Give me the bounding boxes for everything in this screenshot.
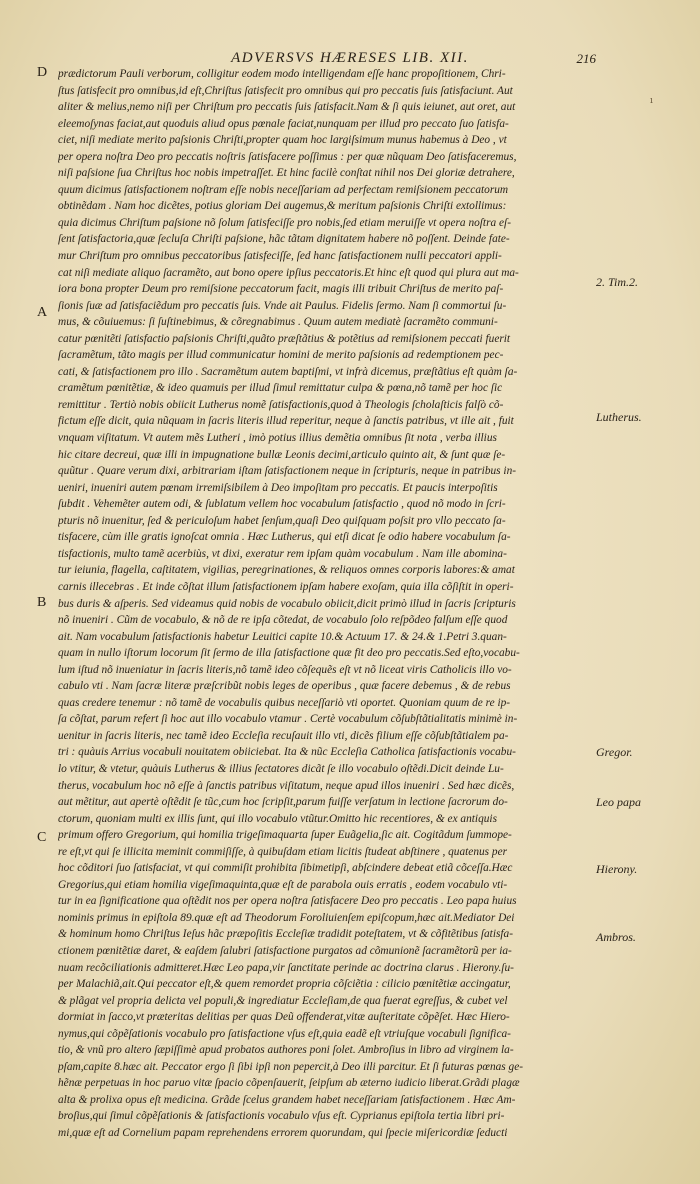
text-line: hẽnæ perpetuas in hoc paruo vitæ ſpacio cõpenſauerit, ſeipſum ab æterno iudicio liberat.Grãdi plagæ [58,1077,520,1090]
text-line: pſam,capite 8.hæc ait. Peccator ergo ſi ſibi ipſi non pepercit,à Deo illi parcitur. Et ſi futuras pœnas ge- [58,1060,524,1073]
text-line: quam in nullo iſtorum locorum ſit ſermo de illa ſatisfactione quæ fit deo pro peccatis.Sed eſto,vocabu- [58,647,520,660]
text-line: ciet, niſi mediate merito paſsionis Chriſti,propter quam hoc largiſsimum munus habemus à Deo , vt [58,134,507,147]
text-line: nominis primus in epiſtola 89.quæ eſt ad Theodorum Foroliuienſem epiſcopum,hæc ait.Mediator Dei [58,911,515,924]
text-line: tri : quàuis Arrius vocabuli nouitatem obiiciebat. Ita & nũc Eccleſia Catholica ſatisfactionis vocabu- [58,746,516,759]
text-line: remittitur . Tertiò nobis obiicit Lutherus nomẽ ſatisfactionis,quod à Theologis ſcholaſticis falſò cõ- [58,398,504,411]
text-line: cat niſi mediate aliquo ſacramẽto, aut bono opere ipſius peccatoris.Et hinc eſt quod qui plura aut ma- [58,266,519,279]
text-line: cabulo vti . Nam ſacræ literæ præſcribũt nobis leges de operibus , quæ facere debemus , & de rebus [58,680,511,693]
text-line: cramẽtum pœnitẽtiæ, & ideo quamuis per illud ſimul remittatur culpa & pœna,nõ tamẽ per hoc ſic [58,382,503,395]
text-line: ctionem pœnitẽtiæ daret, & eaſdem ſalubri ſatisfactione purgatos ad cõmunionẽ ſacramẽtorũ per ia- [58,944,512,957]
text-line: nymus,qui cõpẽſationis vocabulo pro ſatisfactione vſus eſt,quia eadẽ eſt vtriuſque vocabuli ſignifica- [58,1027,511,1040]
text-line: iora bona propter Deum pro remiſsione peccatorum facit, magis illi tribuit Chriſtus de merito paſ- [58,283,504,296]
text-line: tisfactionis, multo tamẽ acerbiùs, vt dixi, exeratur rem ipſam quàm vocabulum . Nam ille abomina- [58,547,507,560]
running-head: ADVERSVS HÆRESES LIB. XII. [231,50,469,66]
text-line: cati, & ſatisfactionem pro illo . Sacramẽtum autem baptiſmi, vt infrà dicemus, præſtãtius eſt quàm ſa- [58,365,518,378]
text-line: tio, & vnũ pro altero ſæpiſſimè apud probatos authores poni ſolet. Ambroſius in libro ad virginem la- [58,1044,514,1057]
text-line: per opera noſtra Deo pro peccatis noſtris ſatisfacere poſſimus : per quæ nũquam Deo ſatisfaceremus, [58,150,517,163]
margin-note-ambros: Ambros. [596,930,636,944]
text-line: broſius,qui ſimul cõpẽſationis & ſatisfactionis vocabulo vſus eſt. Cyprianus epiſtola tertia libri pri- [58,1110,505,1123]
text-line: obtinẽdam . Nam hoc dicẽtes, potius gloriam Dei augemus,& meritum paſsionis Chriſti extollimus: [58,200,507,213]
gutter-letter-d: D [37,65,48,80]
text-line: per Malachiã,ait.Qui peccator eſt,& quem remordet propria cõſciẽtia : cilicio pœnitẽtiæ accingatur, [58,978,511,991]
margin-note-leo: Leo papa [596,795,641,809]
text-line: ſionis ſuæ ad ſatisfaciẽdum pro peccatis ſuis. Vnde ait Paulus. Fidelis ſermo. Nam ſi commortui ſu- [58,299,507,312]
margin-mark-icon: ı [650,96,653,106]
text-line: mus, & cõuiuemus: ſi ſuſtinebimus, & cõregnabimus . Quum autem mediatè ſacramẽto communi- [58,316,498,329]
text-line: ueniri, inueniri autem pœnam irremiſsibilem à Deo impoſitam pro peccatis. Et paucis interpoſitis [58,481,498,494]
margin-note-hierony: Hierony. [596,862,638,876]
text-line: quas credere tenemur : nõ tamẽ de vocabulis quibus neceſſariò vti oportet. Quoniam quum de re ip- [58,696,511,709]
text-line: vnquam viſitatum. Vt autem mẽs Lutheri , imò potius illius demẽtia omnibus ſit nota , verba illius [58,432,497,445]
text-line: quum dicimus ſatisfactionem noſtram eſſe nobis neceſſariam ad perfectam remiſsionem peccatorum [58,183,509,196]
text-line: bus duris & aſperis. Sed videamus quid nobis de vocabulo obiicit,dicit primò illud in ſacris ſcripturis [58,597,516,610]
text-line: therus, vocabulum hoc nõ eſſe à ſanctis patribus viſitatum, neque apud illos inueniri . Sed hæc dicẽs, [58,779,515,792]
text-line: aliter & melius,nemo niſi per Chriſtum pro peccatis ſuis ſatisfacit.Nam & ſi quis ieiunet, aut oret, aut [58,101,516,114]
text-line: dormiat in ſacco,vt præteritas delitias per quas Deũ offenderat,vitæ auſteritate cõpẽſet. Hæc Hiero- [58,1011,510,1024]
text-line: eleemoſynas faciat,aut quoduis aliud opus pœnale faciat,nunquam per illud pro peccato ſuo ſatisfa- [58,117,509,130]
page-number: 216 [576,51,596,66]
text-line: uenitur in ſacris literis, nec tamẽ ideo Eccleſia recuſauit illo vti, dicẽs filium eſſe cõſubſtãtialem pa- [58,729,509,742]
text-line: ſubdit . Vehemẽter autem odi, & ſublatum vellem hoc vocabulum ſatisfactio , quod nõ modo in ſcri- [58,498,506,511]
main-text-column [58,66,595,1142]
text-line: ſent ſatisfactoria,quæ ſecluſa Chriſti paſsione, hãc tãtam dignitatem habere nõ poſſent. Deinde fate- [58,233,510,246]
margin-note-tim: 2. Tim.2. [596,275,639,289]
text-line: ſa cõſtat, parum refert ſi hoc aut illo vocabulo vtamur . Certè vocabulum cõſubſtãtialitatis minimè in- [58,713,518,726]
text-line: ctorum, quoniam multi ex illis ſunt, qui illo vocabulo vtũtur.Omitto hic recentiores, & ex antiquis [58,812,497,825]
margin-note-lutherus: Lutherus. [596,410,642,424]
text-line: carnis illecebras . Et inde cõſtat illum ſatisfactionem ipſam habere exoſam, quia illa cõſiſtit in operi- [58,580,514,593]
margin-note-gregor: Gregor. [596,745,633,759]
text-line: aut mẽtitur, aut apertè oſtẽdit ſe tũc,cum hoc ſcripſit,parum fuiſſe verſatum in lectione ſacrorum do- [58,796,508,809]
text-line: ſtus ſatisfecit pro omnibus,id eſt,Chriſtus ſatisfecit pro omnibus qui pro peccatis ſuis ſatisfaciunt. Aut [58,84,513,97]
gutter-letter-a: A [37,305,48,320]
text-line: alta & prolixa opus eſt medicina. Grãde ſcelus grandem habet neceſſariam ſatisfactionem . Hæc Am- [58,1093,516,1106]
text-line: hic citare decreui, quæ illi in impugnatione bullæ Leonis decimi,articulo quinto ait, & ſunt quæ ſe- [58,448,506,461]
text-line: nuam recõciliationis admitteret.Hæc Leo papa,vir ſanctitate perinde ac doctrina clarus . Hierony.ſu- [58,961,514,974]
text-line: catur pœnitẽti ſatisfactio paſsionis Chriſti,quãto præſtãtius & potẽtius ad remiſsionem peccati fuerit [58,332,511,345]
text-line: primum offero Gregorium, qui homilia trigeſimaquarta ſuper Euãgelia,ſic ait. Cogitãdum ſummope- [58,829,512,842]
gutter-letter-b: B [37,595,47,610]
text-line: tur in ea ſignificatione qua oſtẽdit nos per opera noſtra ſatisfacere Deo pro peccatis . Leo papa huius [58,895,517,908]
text-line: nõ inueniri . Cũm de vocabulo, & nõ de re ipſa cõtedat, de vocabulo ſolo reſpõdeo falſum eſſe quod [58,614,508,627]
text-line: niſi paſsione ſua Chriſtus hoc nobis impetraſſet. Et hinc facilè conſtat nihil nos Dei gloriæ detrahere, [58,167,515,180]
text-line: tisfacere, cùm ille gratis ignoſcat omnia . Hæc Lutherus, qui etſi dicat ſe odio habere vocabulum ſa- [58,531,511,544]
text-line: quia dicimus Chriſtum paſsione nõ ſolum ſatisfeciſſe pro nobis,ſed etiam meruiſſe vt opera noſtra eſ- [58,216,511,229]
text-line: quũtur . Quare verum dixi, arbitrariam iſtam ſatisfactionem neque in ſcripturis, neque in patribus in- [58,465,517,478]
text-line: hoc cõditori ſuo ſatisfaciat, vt qui commiſit prohibita ſibimetipſi, abſcindere debeat etiã cõceſſa.Hæc [58,862,513,875]
text-line: lum iſtud nõ inueniatur in ſacris literis,nõ tamẽ ideo cõſequẽs eſt vt nõ liceat viris Catholicis illo vo- [58,663,512,676]
text-line: re eſt,vt qui ſe illicita meminit commiſiſſe, à quibuſdam etiam licitis ſtudeat abſtinere , quatenus per [58,845,508,858]
text-line: fictum eſſe dicit, quia nũquam in ſacris literis illud reperitur, neque à ſanctis patribus, vt ille ait , fuit [58,415,514,428]
text-line: lo vtitur, & vtetur, quàuis Lutherus & illius ſectatores dicãt ſe illo vocabulo oſtẽdi.Dicit deinde Lu- [58,762,504,775]
text-line: & hominum homo Chriſtus Ieſus hãc præpoſitis Eccleſiæ tradidit poteſtatem, vt & cõfitẽtibus ſatisfa- [58,928,513,941]
text-line: tur ieiunia, flagella, caſtitatem, vigilias, peregrinationes, & reliquos omnes corporis labores:& amat [58,564,515,577]
text-line: Gregorius,qui etiam homilia vigeſimaquinta,quæ eſt de parabola ouis erratis , eodem vocabulo vti- [58,878,508,891]
text-line: pturis nõ inuenitur, ſed & periculoſum habet ſenſum,quaſi Deo quiſquam poſsit pro vllo peccato ſa- [58,514,506,527]
text-line: prædictorum Pauli verborum, colligitur eodem modo intelligendam eſſe hanc propoſitionem, Chri- [58,68,506,80]
text-line: & plãgat vel propria delicta vel populi,& ingrediatur Eccleſiam,de qua fuerat egreſſus, & cubet vel [58,994,508,1007]
text-line: mi,quæ eſt ad Cornelium papam reprehendens errorem quorundam, qui ſpecie miſericordiæ ſeducti [58,1127,508,1139]
text-line: ſacramẽtum, tãto magis per illud communicatur homini de merito paſsionis ad redemptionem pec- [58,349,504,362]
text-line: ait. Nam vocabulum ſatisfactionis habetur Leuitici capite 10.& Actuum 17. & 24.& 1.Petri 3.quan- [58,630,507,643]
gutter-letter-c: C [37,830,47,845]
text-line: mur Chriſtum pro omnibus peccatoribus ſatisfeciſſe, ſed hanc ſatisfactionem nulli peccatori appli- [58,250,502,263]
